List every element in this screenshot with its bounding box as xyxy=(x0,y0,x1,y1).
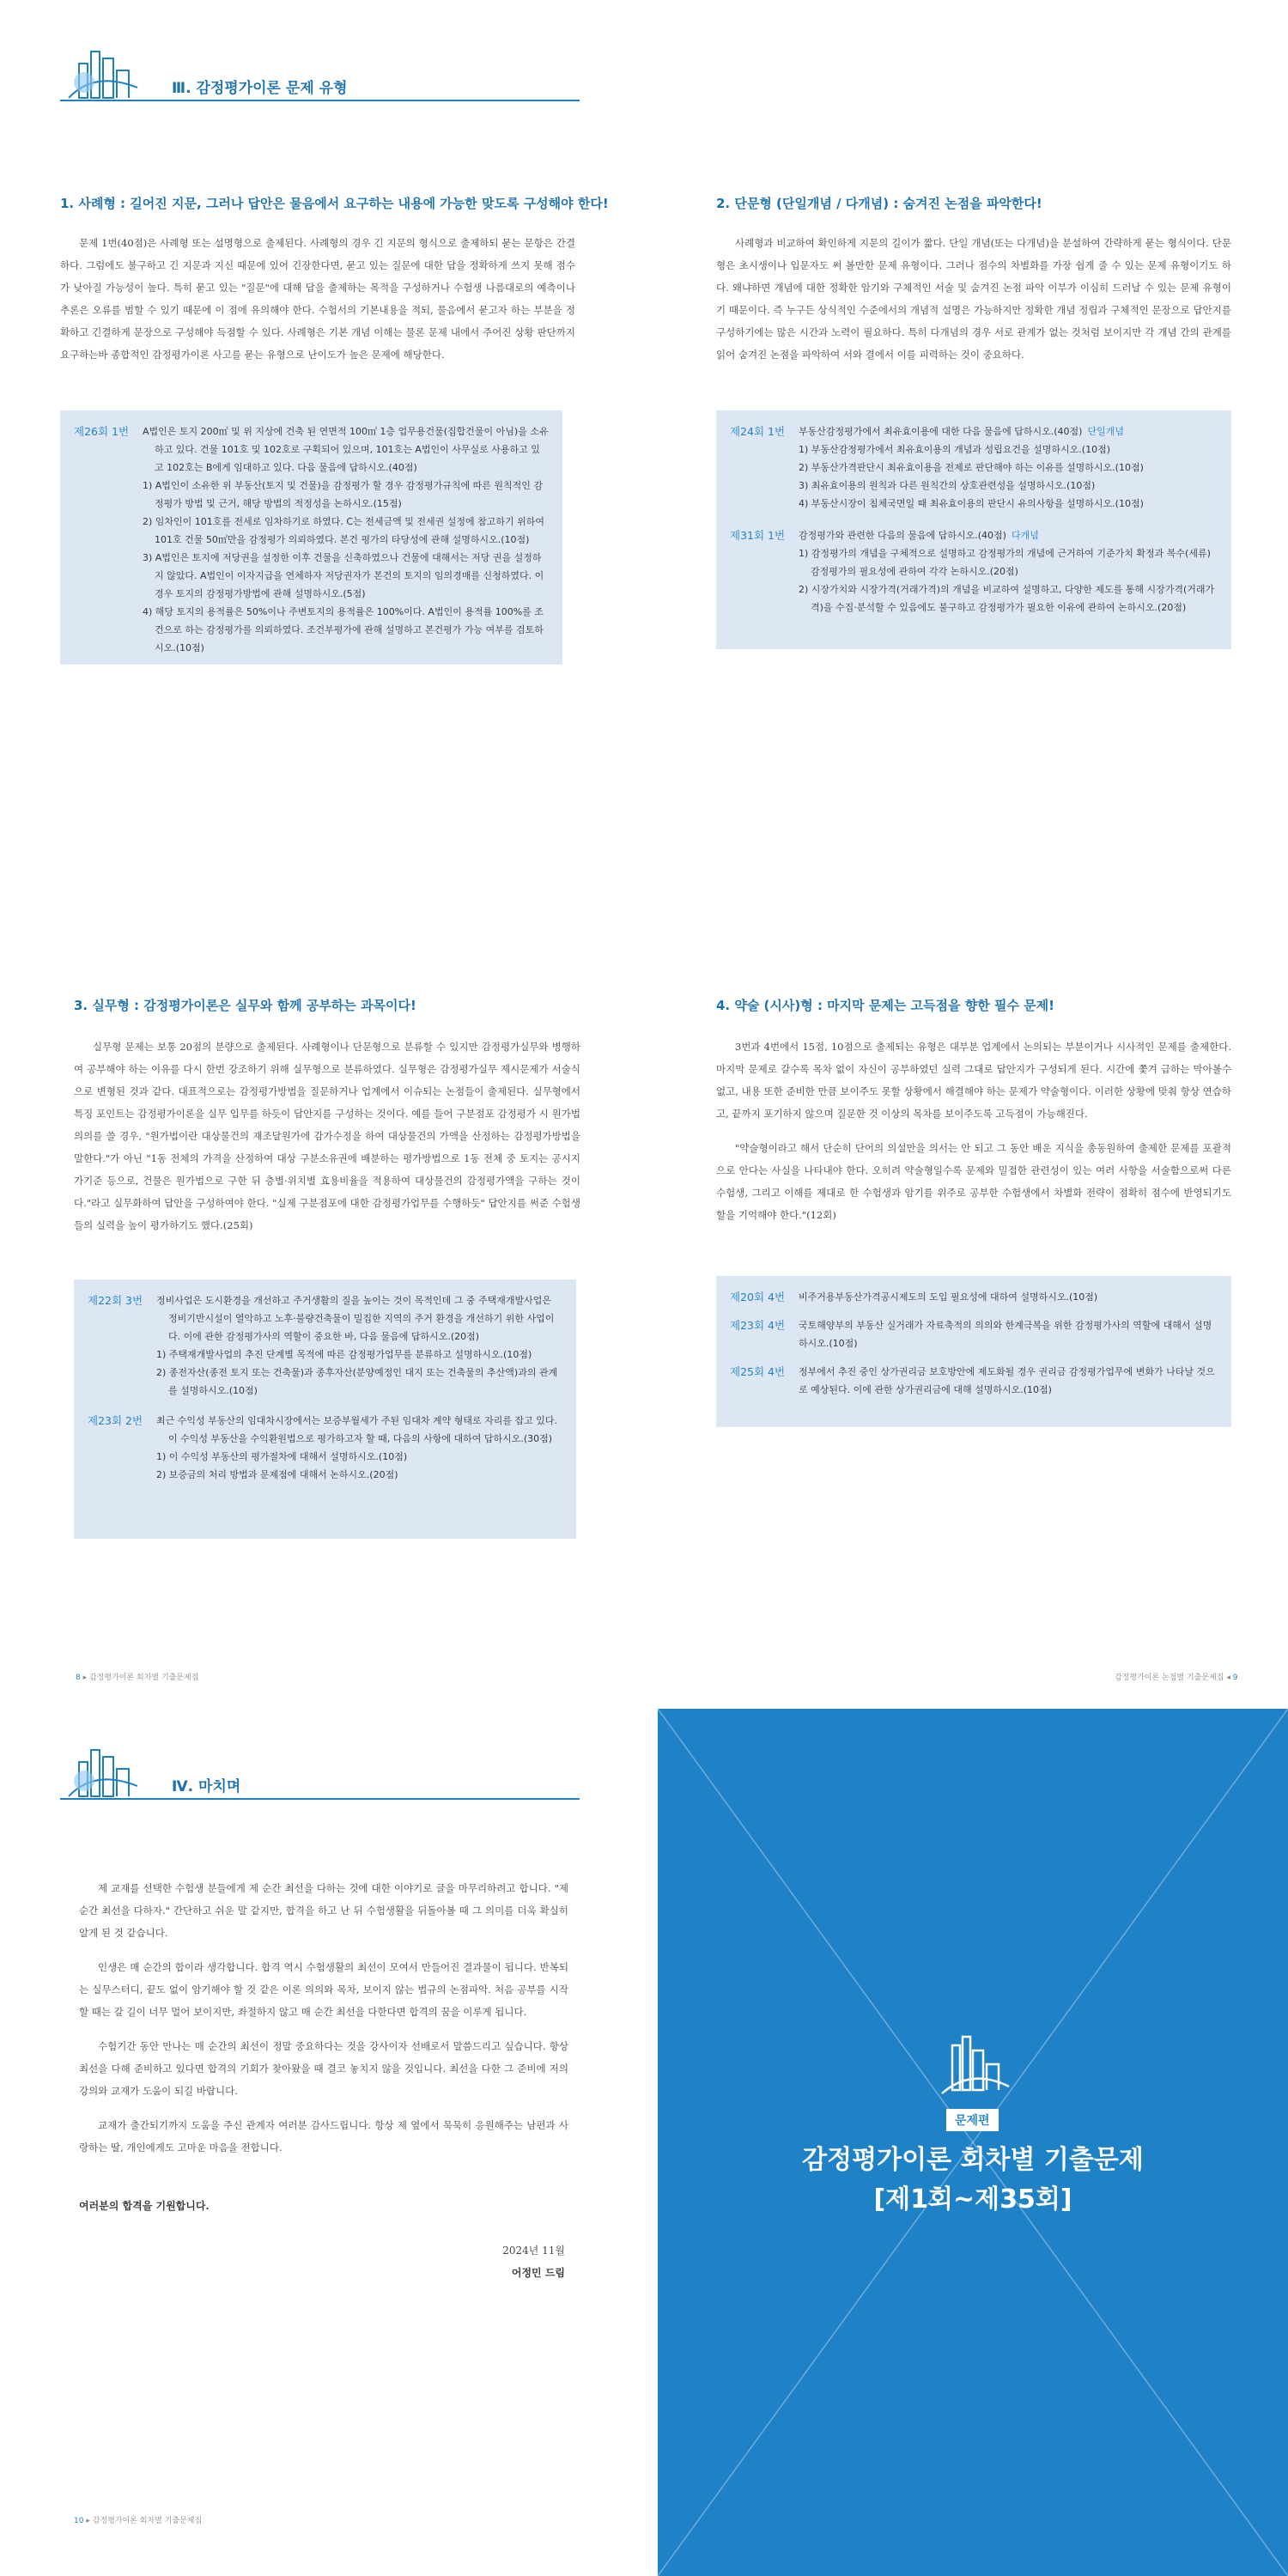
heading-brief-type: 4. 약술 (시사)형 : 마지막 문제는 고득점을 향한 필수 문제! xyxy=(716,998,1054,1013)
question-line: 4) 해당 토지의 용적률은 50%이나 주변토지의 용적률은 100%이다. A법인이 용적률 100%를 조건으로 하는 감정평가를 의뢰하였다. 조건부평가에 관해 설명하고 본건평가 가능 여부를 검토하시오.(10점) xyxy=(143,606,544,653)
question-tag: 제31회 1번 xyxy=(730,529,786,542)
question-line: 1) 이 수익성 부동산의 평가절차에 대해서 설명하시오.(10점) xyxy=(156,1451,408,1462)
question-line: 3) 최유효이용의 원칙과 다른 원칙간의 상호관련성을 설명하시오.(10점) xyxy=(799,480,1096,491)
closing-line: 여러분의 합격을 기원합니다. xyxy=(79,2200,210,2212)
question-body: 국토해양부의 부동산 실거래가 자료축적의 의의와 한계극복을 위한 감정평가사의 역할에 대해서 설명하시오.(10점) xyxy=(799,1320,1212,1349)
paragraph-text: 수험기간 동안 만나는 매 순간의 최선이 정말 중요하다는 것을 강사이자 선배로서 말씀드리고 싶습니다. 항상 최선을 다해 준비하고 있다면 합격의 기회가 찾아왔을 때 결코 놓치지 않을 것입니다. 최선을 다한 그 준비에 저의 강의와 교재가 도움이 되길 바랍니다. xyxy=(79,2040,568,2097)
footer-left: 8 ▸ 감정평가이론 회차별 기출문제집 xyxy=(76,1674,199,1682)
question-line: 4) 부동산시장이 침체국면일 때 최유효이용의 판단시 유의사항을 설명하시오.(10점) xyxy=(799,498,1144,509)
question-line: 1) 부동산감정평가에서 최유효이용의 개념과 성립요건을 설명하시오.(10점) xyxy=(799,444,1111,455)
question-item xyxy=(730,422,1218,513)
paragraph-text: 제 교재를 선택한 수험생 분들에게 제 순간 최선을 다하는 것에 대한 이야기로 글을 마무리하려고 합니다. "제 순간 최선을 다하자." 간단하고 쉬운 말 같지만, 합격을 하고 난 뒤 수험생활을 뒤돌아볼 때 그 의미를 더욱 확실히 알게 된 것 같습니다. xyxy=(79,1882,568,1939)
heading-practical-type: 3. 실무형 : 감정평가이론은 실무와 함께 공부하는 과목이다! xyxy=(74,998,416,1013)
paragraph-text: 실무형 문제는 보통 20점의 분량으로 출제된다. 사례형이나 단문형으로 분류할 수 있지만 감정평가실무와 병행하여 공부해야 하는 이유를 다시 한번 강조하기 위해 실무형으로 분류하였다. 실무형은 감정평가실무 제시문제가 서술식으로 변형된 것과 같다. 대표적으로는 감정평가방법을 질문하거나 업계에서 이슈되는 논점들이 출제된다. 실무형에서 특징 포인트는 감정평가이론을 실무 입무를 하듯이 답안지를 구성하는 것이다. 예를 들어 구분점포 감정평가 시 원가법 의의를 쓸 경우, "원가법이란 대상물건의 재조달원가에 감가수정을 하여 대상물건의 가액을 산정하는 감정평가방법을 말한다."가 아닌 "1동 전체의 가격을 산정하여 대상 구분소유권에 배분하는 평가방법으로 1동 전체 중 토지는 공시지가기준 등으로, 건물은 원가법으로 구한 뒤 층별·위치별 효용비율을 적용하여 대상물건의 감정평가액을 구하는 것이다."라고 실무화하여 답안을 구성하여야 한다. "실제 구분점포에 대한 감정평가업무를 수행하듯" 답안지를 써준 수험생들의 실력을 높이 평가하기도 했다.(25회) xyxy=(74,1041,580,1231)
paragraph-case-type xyxy=(60,232,575,378)
question-item xyxy=(74,422,549,657)
question-tag: 제20회 4번 xyxy=(730,1291,786,1303)
question-box-brief xyxy=(716,1276,1231,1427)
footer-title: 감정평가이론 회차별 기출문제집 xyxy=(92,2517,203,2525)
heading-short-type: 2. 단문형 (단일개념 / 다개념) : 숨겨진 논점을 파악한다! xyxy=(716,196,1042,211)
question-body: 비주거용부동산가격공시제도의 도입 필요성에 대하여 설명하시오.(10점) xyxy=(799,1291,1098,1303)
question-line: 1) A법인이 소유한 위 부동산(토지 및 건물)을 감정평가 할 경우 감정평가규칙에 따른 원칙적인 감정평가 방법 및 근거, 해당 방법의 적정성을 논하시오.(15점) xyxy=(143,480,544,509)
question-line: 2) 시장가치와 시장가격(거래가격)의 개념을 비교하여 설명하고, 다양한 제도를 통해 시장가격(거래가격)을 수집·분석할 수 있음에도 불구하고 감정평가가 필요한 이유에 관하여 논하시오.(20점) xyxy=(799,584,1215,613)
paragraph-brief-type xyxy=(716,1036,1231,1238)
question-item xyxy=(730,1316,1218,1352)
section-rule xyxy=(60,1798,580,1800)
question-item xyxy=(730,1363,1218,1399)
question-line: 2) 임차인이 101호를 전세로 임차하기로 하였다. C는 전세금액 및 전세권 설정에 참고하기 위하여 101호 건물 50㎡만을 감정평가 의뢰하였다. 본건 평가의 타당성에 관해 설명하시오.(10점) xyxy=(143,516,544,545)
question-tag: 제22회 3번 xyxy=(88,1294,143,1307)
question-highlight: 단일개념 xyxy=(1087,426,1124,437)
footer-title: 감정평가이론 회차별 기출문제집 xyxy=(88,1674,199,1682)
question-tag: 제26회 1번 xyxy=(74,425,130,438)
building-logo-icon xyxy=(60,45,180,108)
footer-title: 감정평가이론 논점별 기출문제집 xyxy=(1115,1674,1224,1682)
paragraph-text: 3번과 4번에서 15점, 10점으로 출제되는 유형은 대부분 업계에서 논의되는 부분이거나 시사적인 문제를 출제한다. 마지막 문제로 갈수록 목차 없이 자신이 공부하였던 실력 그대로 답안지가 구성되게 된다. 시간에 쫓겨 급하는 막아볼수 없고, 내용 또한 준비한 만큼 보이주도 못할 상황에서 해결해야 하는 문제가 약술형이다. 이러한 상황에 맞춰 항상 연습하고, 끝까지 포기하지 않으며 질문한 것 이상의 목차를 보이주도록 고득점이 가능해진다. xyxy=(716,1041,1231,1120)
paragraph-text: 문제 1번(40점)은 사례형 또는 설명형으로 출제된다. 사례형의 경우 긴 지문의 형식으로 출제하되 묻는 문항은 간결하다. 그럼에도 불구하고 긴 지문과 지신 때문에 있어 긴장한다면, 묻고 있는 질문에 대한 답을 정확하게 쓰지 못해 점수가 낮아질 가능성이 높다. 특히 묻고 있는 "질문"에 대해 답을 출제하는 목적을 구성하거나 수험생 나름대로의 예측이나 추론은 오류를 범할 수 있기 때문에 이 점에 유의해야 한다. 수험서의 기본내용을 적되, 물음에서 묻고자 하는 부분을 정확하고 긴결하게 문장으로 구성해야 득점할 수 있다. 사례형은 기본 개념 이해는 물론 문제 내에서 주어진 상황 판단까지 요구하는바 종합적인 감정평가이론 사고를 묻는 유형으로 난이도가 높은 문제에 해당한다. xyxy=(60,237,575,361)
section-title-iii: Ⅲ. 감정평가이론 문제 유형 xyxy=(172,80,348,97)
question-line: A법인은 토지 200㎡ 및 위 지상에 건축 된 연면적 100㎡ 1층 업무용건물(집합건물이 아님)을 소유하고 있다. 건물 101호 및 102호로 구획되어 있으며, 101호는 A법인이 사무실로 사용하고 있고 102호는 B에게 임대하고 있다. 다음 물음에 답하시오.(40점) xyxy=(143,426,549,473)
question-tag: 제24회 1번 xyxy=(730,425,786,438)
question-line: 1) 주택재개발사업의 추진 단계별 목적에 따른 감정평가업무를 분류하고 설명하시오.(10점) xyxy=(156,1349,532,1360)
question-body xyxy=(156,1291,562,1400)
question-item xyxy=(88,1412,562,1484)
paragraph-text: 인생은 매 순간의 합이라 생각합니다. 합격 역시 수험생활의 최선이 모여서 만들어진 결과물이 됩니다. 반복되는 실무스터디, 끝도 없이 암기해야 할 것 같은 이론 의의와 목차, 보이지 않는 법규의 논점파악. 처음 공부를 시작할 때는 갈 길이 너무 멀어 보이지만, 좌절하지 않고 매 순간 최선을 다한다면 합격의 꿈을 이루게 됩니다. xyxy=(79,1961,568,2018)
heading-case-type: 1. 사례형 : 길어진 지문, 그러나 답안은 물음에서 요구하는 내용에 가능한 맞도록 구성해야 한다! xyxy=(60,196,609,211)
question-box-short xyxy=(716,410,1231,649)
question-line: 최근 수익성 부동산의 임대차시장에서는 보증부월세가 주된 임대차 계약 형태로 자리를 잡고 있다. 이 수익성 부동산을 수익환원법으로 평가하고자 할 때, 다음의 사항에 대하여 답하시오.(30점) xyxy=(156,1415,557,1444)
question-item xyxy=(88,1291,562,1400)
question-item xyxy=(730,526,1218,617)
question-line: 2) 부동산가격판단시 최유효이용을 전제로 판단해야 하는 이유를 설명하시오.(10점) xyxy=(799,462,1144,473)
page-number: 9 xyxy=(1232,1674,1238,1682)
question-line: 1) 감정평가의 개념을 구체적으로 설명하고 감정평가의 개념에 근거하여 기준가치 확정과 복수(세류) 감정평가의 필요성에 관하여 각각 논하시오.(20점) xyxy=(799,548,1211,577)
paragraph-text: 사례형과 비교하여 확인하게 지문의 길이가 짧다. 단일 개념(또는 다개념)을 분설하여 간략하게 묻는 형식이다. 단문형은 초시생이나 입문자도 써 볼만한 문제 유형이다. 그러나 점수의 차별화를 가장 쉽게 줄 수 있는 문제 유형이기도 하다. 왜냐하면 개념에 대한 정확한 암기와 구체적인 서술 및 숨겨진 논점 파악 이부가 이심히 드러날 수 있는 문제 유형이기 때문이다. 즉 누구든 상식적인 수준에서의 개념적 설명은 가능하지만 정확한 개념 정립과 구체적인 문장으로 답안지를 구성하기에는 많은 시간과 노력이 필요하다. 특히 다개념의 경우 서로 관계가 없는 것처럼 보이지만 각 개념 간의 관계를 읽어 숨겨진 논점을 파악하여 서와 결에서 이를 피력하는 것이 중요하다. xyxy=(716,237,1231,361)
question-tag: 제23회 4번 xyxy=(730,1319,786,1332)
closing-paragraphs xyxy=(79,1877,568,2171)
question-line: 부동산감정평가에서 최유효이용에 대한 다음 물음에 답하시오.(40점) xyxy=(799,426,1083,437)
paragraph-practical-type xyxy=(74,1036,580,1249)
question-box-practical xyxy=(74,1279,576,1539)
question-body xyxy=(156,1412,562,1484)
question-line: 2) 종전자산(종전 토지 또는 건축물)과 종후자산(분양예정인 대지 또는 건축물의 추산액)과의 관계를 설명하시오.(10점) xyxy=(156,1367,558,1396)
question-tag: 제23회 2번 xyxy=(88,1414,143,1427)
sign-date: 2024년 11월 xyxy=(502,2245,565,2257)
footer-page10: 10 ▸ 감정평가이론 회차별 기출문제집 xyxy=(74,2517,203,2525)
cover-badge: 문제편 xyxy=(946,2109,999,2131)
question-body xyxy=(143,422,549,657)
paragraph-text: 교재가 출간되기까지 도움을 주신 관계자 여러분 감사드립니다. 항상 제 옆에서 묵묵히 응원해주는 남편과 사랑하는 딸, 개인에게도 고마운 마음을 전합니다. xyxy=(79,2119,568,2154)
section-title-iv: Ⅳ. 마치며 xyxy=(172,1778,241,1795)
sign-author: 어정민 드림 xyxy=(511,2267,565,2279)
paragraph-short-type xyxy=(716,232,1231,378)
question-body: 정부에서 추진 중인 상가권리금 보호방안에 제도화될 경우 권리금 감정평가업무에 변화가 나타날 것으로 예상된다. 이에 관한 상가권리금에 대해 설명하시오.(10점) xyxy=(799,1366,1215,1395)
question-line: 감정평가와 관련한 다음의 물음에 답하시오.(40점) xyxy=(799,530,1006,541)
question-tag: 제25회 4번 xyxy=(730,1365,786,1378)
cover-logo-icon xyxy=(937,2033,1014,2105)
page-number: 10 xyxy=(74,2517,84,2525)
cover-page xyxy=(658,1709,1288,2576)
question-line: 정비사업은 도시환경을 개선하고 주거생활의 질을 높이는 것이 목적인데 그 중 주택재개발사업은 정비기반시설이 열악하고 노후·불량건축물이 밀집한 지역의 주거 환경을 개선하기 위한 사업이다. 이에 관한 감정평가사의 역할이 중요한 바, 다음 물음에 답하시오.(20점) xyxy=(156,1295,555,1342)
question-body xyxy=(799,422,1218,513)
cover-title-line2: [제1회~제35회] xyxy=(873,2184,1072,2215)
question-body xyxy=(799,526,1218,617)
footer-right: 감정평가이론 논점별 기출문제집 ◂ 9 xyxy=(1115,1674,1238,1682)
question-item xyxy=(730,1288,1218,1306)
question-line: 2) 보증금의 처리 방법과 문제점에 대해서 논하시오.(20점) xyxy=(156,1469,398,1480)
question-box-case xyxy=(60,410,562,665)
page-number: 8 xyxy=(76,1674,81,1682)
question-highlight: 다개념 xyxy=(1011,530,1039,541)
cover-title-line1: 감정평가이론 회차별 기출문제 xyxy=(802,2145,1144,2175)
question-line: 3) A법인은 토지에 저당권을 설정한 이후 건물을 신축하였으나 건물에 대해서는 저당 권을 설정하지 않았다. A법인이 이자지급을 연체하자 저당권자가 본건의 토지의 임의경매를 신청하였다. 이 경우 토지의 감정평가방법에 관해 설명하시오.(5점) xyxy=(143,552,544,599)
paragraph-text: "약술형이라고 해서 단순히 단어의 의설만을 의서는 안 되고 그 동안 배운 지식을 총동원하여 출제한 문제를 포괄적으로 안다는 사실을 나타내야 한다. 오히려 약술형일수록 문제와 밀접한 관련성이 있는 여러 사항을 서술함으로써 다른 수험생, 그리고 이해를 제대로 한 수험생과 암기를 위주로 공부한 수험생에서 차별화 전략이 점확히 점수에 반영되기도 할을 기억해야 한다."(12회) xyxy=(716,1142,1231,1221)
building-logo-icon xyxy=(60,1743,180,1807)
section-rule xyxy=(60,100,580,101)
